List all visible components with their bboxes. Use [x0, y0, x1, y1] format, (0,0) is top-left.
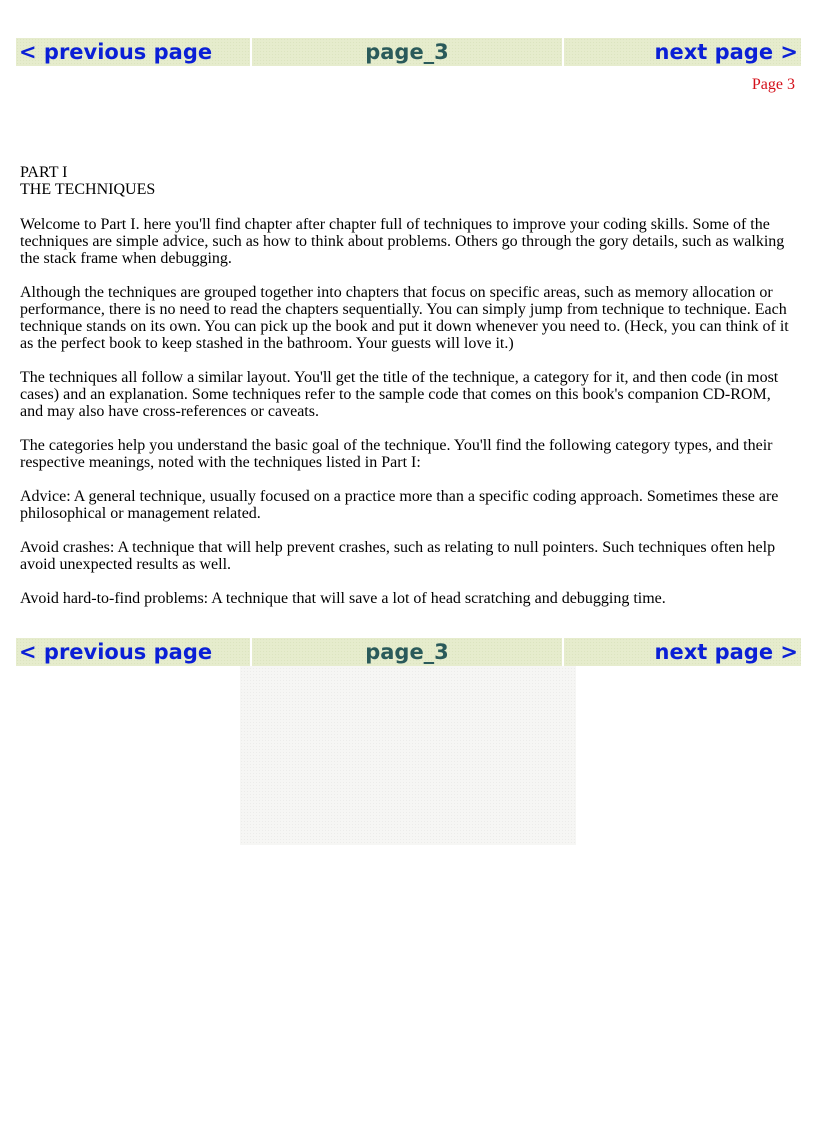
paragraph: Although the techniques are grouped together into chapters that focus on specific areas, such as memory allocation or performance, there is no need to read the chapters sequentially. You can simply jump from technique to technique. Each technique stands on its own. You can pick up the book and put it down whenever you need to. (Heck, you can think of it as the perfect book to keep stashed in the bathroom. Your guests will love it.) [20, 284, 789, 352]
page-number: Page 3 [751, 76, 795, 93]
previous-page-link[interactable]: < previous page [19, 640, 213, 664]
part-label: PART I [20, 164, 68, 181]
next-page-link[interactable]: next page > [654, 640, 798, 664]
nav-cell-previous [16, 638, 250, 666]
next-page-link[interactable]: next page > [654, 40, 798, 64]
current-page-label: page_3 [250, 638, 564, 666]
document-body [20, 164, 796, 624]
current-page-label: page_3 [250, 38, 564, 66]
part-heading [20, 164, 796, 198]
nav-cell-next [564, 638, 801, 666]
paragraph: Avoid hard-to-find problems: A technique that will save a lot of head scratching and debugging time. [20, 590, 666, 607]
nav-cell-previous [16, 38, 250, 66]
paragraph: The techniques all follow a similar layout. You'll get the title of the technique, a category for it, and then code (in most cases) and an explanation. Some techniques refer to the sample code that comes on this book's companion CD-ROM, and may also have cross-references or caveats. [20, 369, 779, 420]
paragraph: The categories help you understand the basic goal of the technique. You'll find the following category types, and their respective meanings, noted with the techniques listed in Part I: [20, 437, 773, 471]
part-title: THE TECHNIQUES [20, 181, 156, 198]
paragraph: Advice: A general technique, usually focused on a practice more than a specific coding approach. Sometimes these are philosophical or management related. [20, 488, 779, 522]
top-navigation-bar [16, 38, 801, 66]
paragraph: Avoid crashes: A technique that will help prevent crashes, such as relating to null pointers. Such techniques often help avoid unexpected results as well. [20, 539, 776, 573]
paragraph: Welcome to Part I. here you'll find chapter after chapter full of techniques to improve your coding skills. Some of the techniques are simple advice, such as how to think about problems. Others go through the gory details, such as walking the stack frame when debugging. [20, 216, 785, 267]
bottom-navigation-bar [16, 638, 801, 666]
background-texture [240, 640, 576, 845]
nav-cell-next [564, 38, 801, 66]
previous-page-link[interactable]: < previous page [19, 40, 213, 64]
